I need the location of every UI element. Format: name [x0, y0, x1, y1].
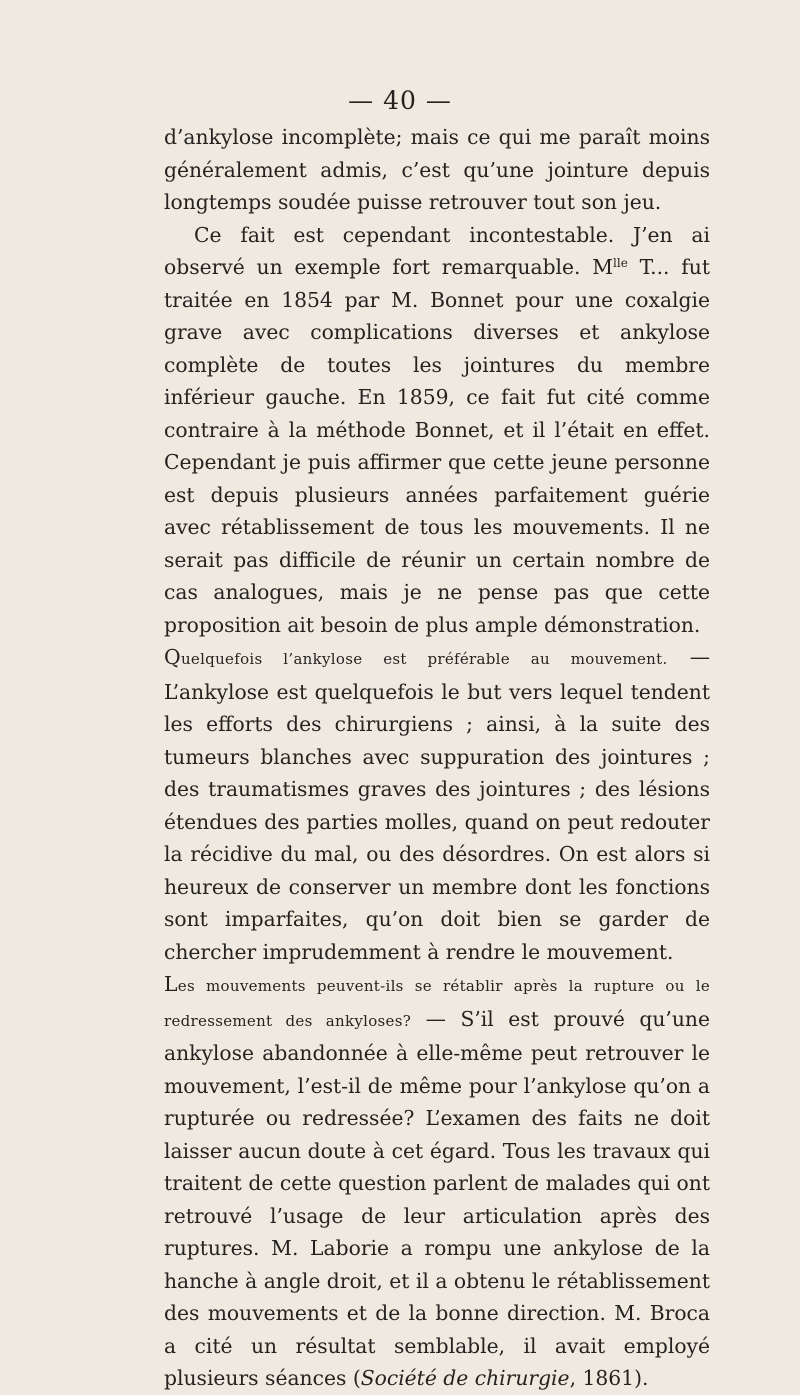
heading-initial: Q: [164, 645, 181, 669]
paragraph-2: [164, 219, 710, 642]
page-number: — 40 —: [348, 86, 452, 115]
citation-title: Société de chirurgie: [360, 1366, 570, 1390]
paragraph-1: [164, 121, 710, 219]
paragraph-1-text: d’ankylose incomplète; mais ce qui me paraît moins généralement admis, c’est qu’une jointure depuis longtemps soudée puisse retrouver tout son jeu.: [164, 125, 710, 214]
paragraph-3-text: — L’ankylose est quelquefois le but vers lequel tendent les efforts des chirurgiens ; ainsi, à la suite des tumeurs blanches avec suppuration des jointures ; des traumatismes graves des jointures ; des lésions étendues des parties molles, quand on peut redouter la récidive du mal, ou des désordres. On est alors si heureux de conserver un membre dont les fonctions sont imparfaites, qu’on doit bien se garder de chercher imprudemment à rendre le mouvement.: [164, 645, 710, 964]
paragraph-2-text-b: T... fut traitée en 1854 par M. Bonnet pour une coxalgie grave avec complications diverses et ankylose complète de toutes les jointures du membre inférieur gauche. En 1859, ce fait fut cité comme contraire à la méthode Bonnet, et il l’était en effet. Cependant je puis affirmer que cette jeune personne est depuis plusieurs années parfaitement guérie avec rétablissement de tous les mouvements. Il ne serait pas difficile de réunir un certain nombre de cas analogues, mais je ne pense pas que cette proposition ait besoin de plus ample démonstration.: [164, 255, 710, 637]
body-text: [164, 121, 710, 1395]
heading-initial: L: [164, 972, 178, 996]
paragraph-4-text-a: — S’il est prouvé qu’une ankylose abandonnée à elle-même peut retrouver le mouvement, l’est-il de même pour l’ankylose qu’on a rupturée ou redressée? L’examen des faits ne doit laisser aucun doute à cet égard. Tous les travaux qui traitent de cette question parlent de malades qui ont retrouvé l’usage de leur articulation après des ruptures. M. Laborie a rompu une ankylose de la hanche à angle droit, et il a obtenu le rétablissement des mouvements et de la bonne direction. M. Broca a cité un résultat semblable, il avait employé plusieurs séances (: [164, 1006, 710, 1390]
paragraph-2-superscript: lle: [613, 256, 628, 270]
section-heading-ankylose-preferable: [164, 645, 668, 669]
paragraph-4: [164, 968, 710, 1395]
heading-rest: es mouvements peuvent-ils se rétablir après la rupture ou le redressement des ankyloses?: [164, 977, 710, 1030]
paragraph-4-text-b: , 1861).: [569, 1366, 649, 1390]
paragraph-2-text-a: Ce fait est cependant incontestable. J’en ai observé un exemple fort remarquable. M: [164, 222, 710, 279]
heading-rest: uelquefois l’ankylose est préférable au mouvement.: [180, 650, 668, 668]
paragraph-3: [164, 641, 710, 968]
